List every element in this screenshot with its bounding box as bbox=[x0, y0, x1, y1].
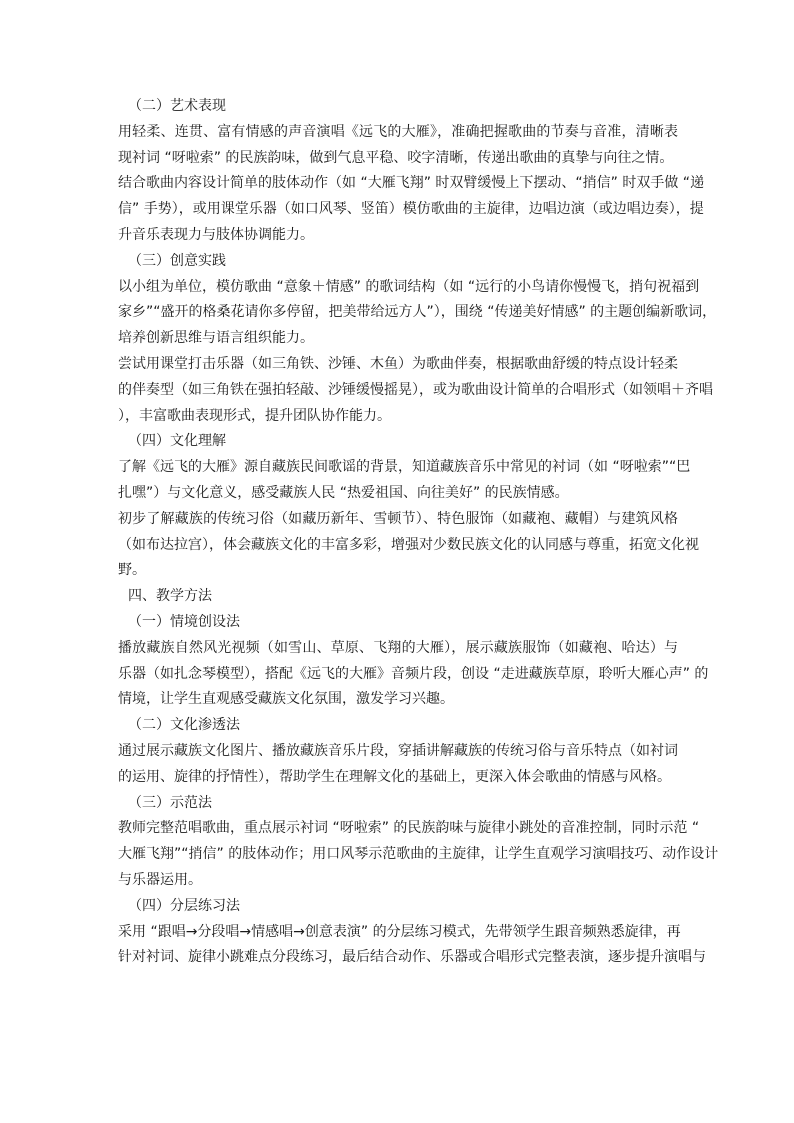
document-body bbox=[118, 94, 719, 971]
section-heading: （三）创意实践 bbox=[128, 252, 226, 269]
paragraph-line: 通过展示藏族文化图片、播放藏族音乐片段，穿插讲解藏族的传统习俗与音乐特点（如衬词 bbox=[118, 742, 678, 759]
paragraph-line: 尝试用课堂打击乐器（如三角铁、沙锤、木鱼）为歌曲伴奏，根据歌曲舒缓的特点设计轻柔 bbox=[118, 355, 678, 372]
paragraph-line: 用轻柔、连贯、富有情感的声音演唱《远飞的大雁》，准确把握歌曲的节奏与音准，清晰表 bbox=[118, 123, 678, 140]
paragraph-line: 升音乐表现力与肢体协调能力。 bbox=[118, 226, 314, 243]
paragraph-line: 现衬词 “呀啦索” 的民族韵味，做到气息平稳、咬字清晰，传递出歌曲的真挚与向往之情。 bbox=[118, 149, 674, 166]
paragraph-line: 与乐器运用。 bbox=[118, 871, 202, 888]
section-heading: （二）文化渗透法 bbox=[128, 717, 240, 734]
paragraph-line: 培养创新思维与语言组织能力。 bbox=[118, 330, 314, 347]
section-heading: （四）文化理解 bbox=[128, 433, 226, 450]
section-heading: （二）艺术表现 bbox=[128, 98, 226, 114]
paragraph-line: 针对衬词、旋律小跳难点分段练习，最后结合动作、乐器或合唱形式完整表演，逐步提升演唱与 bbox=[118, 949, 706, 966]
section-heading: 四、教学方法 bbox=[128, 588, 212, 605]
paragraph-line: 信” 手势），或用课堂乐器（如口风琴、竖笛）模仿歌曲的主旋律，边唱边演（或边唱边奏），提 bbox=[118, 201, 704, 218]
paragraph-line: 扎嘿”）与文化意义，感受藏族人民 “热爱祖国、向往美好” 的民族情感。 bbox=[118, 484, 569, 501]
paragraph-line: 乐器（如扎念琴模型），搭配《远飞的大雁》音频片段，创设 “走进藏族草原，聆听大雁心声” 的 bbox=[118, 665, 709, 682]
paragraph-line: （如布达拉宫），体会藏族文化的丰富多彩，增强对少数民族文化的认同感与尊重，拓宽文化视 bbox=[118, 536, 699, 553]
paragraph-line: 初步了解藏族的传统习俗（如藏历新年、雪顿节）、特色服饰（如藏袍、藏帽）与建筑风格 bbox=[118, 510, 678, 527]
paragraph-line: 大雁飞翔”“捎信” 的肢体动作；用口风琴示范歌曲的主旋律，让学生直观学习演唱技巧、动作设计 bbox=[118, 846, 719, 863]
paragraph-line: 教师完整范唱歌曲，重点展示衬词 “呀啦索” 的民族韵味与旋律小跳处的音准控制，同时示范 “ bbox=[118, 820, 700, 837]
paragraph-line: 了解《远飞的大雁》源自藏族民间歌谣的背景，知道藏族音乐中常见的衬词（如 “呀啦索”“巴 bbox=[118, 459, 691, 476]
paragraph-line: 播放藏族自然风光视频（如雪山、草原、飞翔的大雁），展示藏族服饰（如藏袍、哈达）与 bbox=[118, 639, 678, 656]
section-heading: （三）示范法 bbox=[128, 794, 212, 811]
paragraph-line: 的伴奏型（如三角铁在强拍轻敲、沙锤缓慢摇晃），或为歌曲设计简单的合唱形式（如领唱＋齐唱 bbox=[118, 381, 713, 398]
paragraph-line: ），丰富歌曲表现形式，提升团队协作能力。 bbox=[118, 407, 391, 424]
paragraph-line: 野。 bbox=[118, 562, 146, 579]
section-heading: （四）分层练习法 bbox=[128, 897, 240, 914]
section-heading: （一）情境创设法 bbox=[128, 613, 240, 630]
paragraph-line: 家乡”“盛开的格桑花请你多停留，把美带给远方人”），围绕 “传递美好情感” 的主题创编新歌词， bbox=[118, 304, 717, 321]
paragraph-line: 的运用、旋律的抒情性），帮助学生在理解文化的基础上，更深入体会歌曲的情感与风格。 bbox=[118, 768, 671, 785]
paragraph-line: 采用 “跟唱→分段唱→情感唱→创意表演” 的分层练习模式，先带领学生跟音频熟悉旋律，再 bbox=[118, 923, 681, 940]
paragraph-line: 情境，让学生直观感受藏族文化氛围，激发学习兴趣。 bbox=[118, 691, 454, 708]
paragraph-line: 结合歌曲内容设计简单的肢体动作（如 “大雁飞翔” 时双臂缓慢上下摆动、“捎信” 时双手做 “递 bbox=[118, 175, 705, 192]
paragraph-line: 以小组为单位，模仿歌曲 “意象＋情感” 的歌词结构（如 “远行的小鸟请你慢慢飞，捎句祝福到 bbox=[118, 278, 700, 295]
